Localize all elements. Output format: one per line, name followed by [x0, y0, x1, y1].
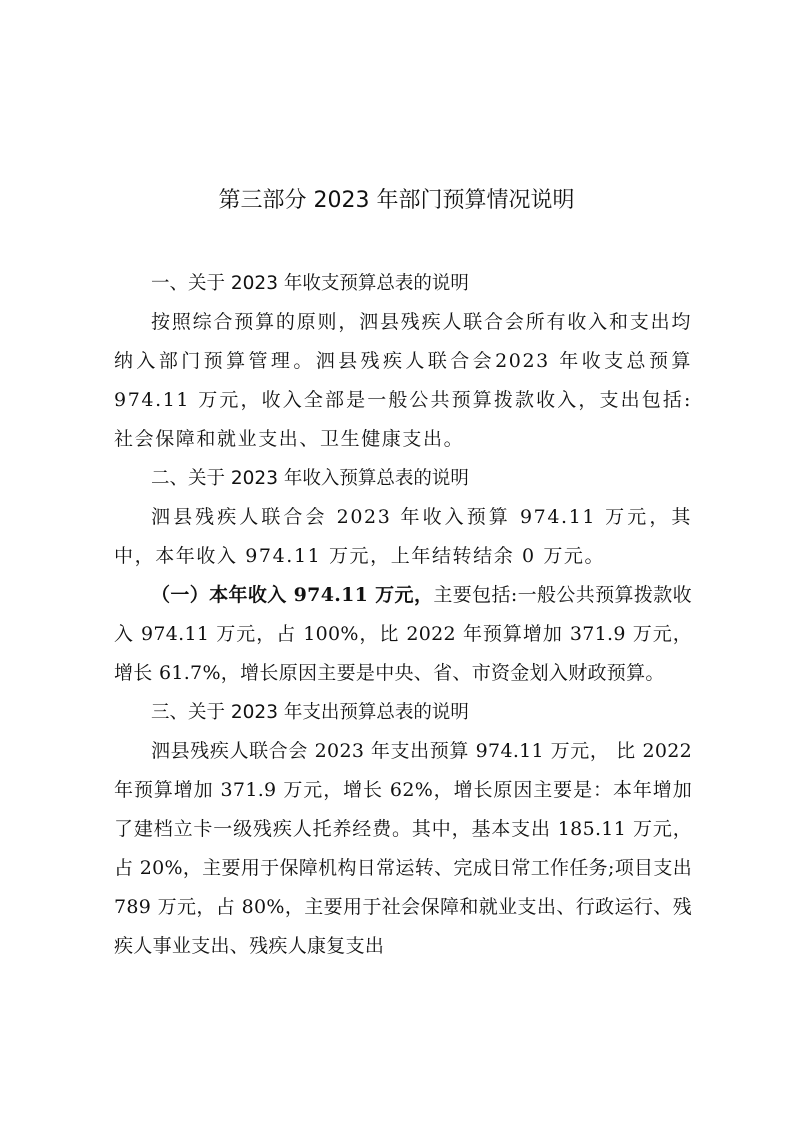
- section-heading-2: 二、关于 2023 年收入预算总表的说明: [151, 468, 469, 489]
- document-body: [114, 264, 692, 966]
- section-heading-1: 一、关于 2023 年收支预算总表的说明: [151, 273, 469, 294]
- sub-item-text: 主要包括:一般公共预算拨款收入 974.11 万元，占 100%，比 2022 年预算增加 371.9 万元，增长 61.7%，增长原因主要是中央、省、市资金划入财政预算。: [114, 584, 692, 684]
- section-1-paragraph-1: 按照综合预算的原则，泗县残疾人联合会所有收入和支出均纳入部门预算管理。泗县残疾人联合会2023 年收支总预算974.11 万元，收入全部是一般公共预算拨款收入，支出包括:社会保障和就业支出、卫生健康支出。: [114, 311, 692, 450]
- section-heading-3: 三、关于 2023 年支出预算总表的说明: [151, 702, 469, 723]
- sub-item-lead: （一）本年收入 974.11 万元，: [151, 584, 434, 606]
- section-2-sub-item-1: [114, 576, 692, 693]
- page-title: 第三部分 2023 年部门预算情况说明: [218, 188, 575, 213]
- section-2-paragraph-1: 泗县残疾人联合会 2023 年收入预算 974.11 万元，其中，本年收入 974.11 万元，上年结转结余 0 万元。: [114, 506, 692, 567]
- section-3-paragraph-1: 泗县残疾人联合会 2023 年支出预算 974.11 万元， 比 2022 年预算增加 371.9 万元，增长 62%，增长原因主要是：本年增加了建档立卡一级残疾人托养经费。其中，基本支出 185.11 万元，占 20%，主要用于保障机构日常运转、完成日常工作任务;项目支出 789 万元，占 80%，主要用于社会保障和就业支出、行政运行、残疾人事业支出、残疾人康复支出: [114, 740, 692, 957]
